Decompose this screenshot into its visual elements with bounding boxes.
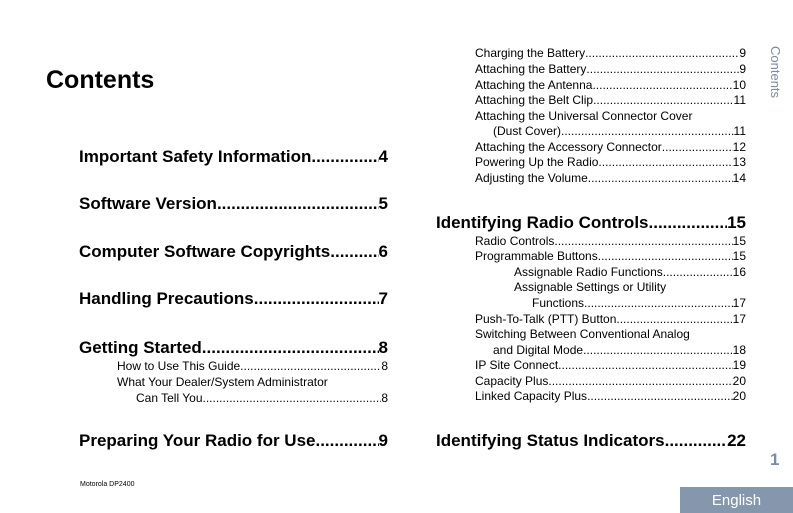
toc-leader (583, 343, 733, 357)
toc-entry-title: Getting Started (79, 338, 202, 357)
toc-entry-accessory[interactable] (475, 140, 746, 154)
page-title: Contents (46, 66, 155, 94)
toc-entry-page: 9 (739, 46, 746, 60)
toc-entry-title: Functions (532, 296, 585, 310)
toc-leader (587, 389, 733, 403)
toc-entry-page: 5 (378, 194, 388, 213)
toc-entry-page: 8 (381, 391, 388, 405)
toc-entry-title: How to Use This Guide (117, 359, 241, 373)
toc-entry-volume[interactable] (475, 171, 746, 185)
toc-leader (586, 62, 739, 76)
toc-entry-assignable-radio[interactable] (514, 265, 746, 279)
toc-entry-title: Computer Software Copyrights (79, 242, 331, 261)
toc-leader (254, 289, 379, 309)
toc-entry-page: 10 (732, 78, 746, 92)
page-number: 1 (770, 450, 780, 469)
toc-entry-page: 8 (378, 338, 388, 357)
toc-entry-title: Linked Capacity Plus (475, 389, 588, 403)
toc-entry-title: Capacity Plus (475, 374, 549, 388)
toc-entry-title: and Digital Mode (493, 343, 584, 357)
toc-entry-page: 13 (732, 155, 746, 169)
toc-entry-identifying-controls[interactable] (436, 213, 746, 233)
toc-leader (561, 124, 734, 138)
toc-leader (598, 155, 732, 169)
language-tab: English (680, 487, 793, 513)
toc-entry-page: 11 (733, 124, 746, 138)
toc-entry-title: Can Tell You (136, 391, 203, 405)
toc-entry-title: Radio Controls (475, 234, 555, 248)
toc-entry-page: 11 (733, 93, 746, 107)
toc-leader (665, 431, 727, 451)
toc-entry-title: IP Site Connect (475, 358, 559, 372)
toc-entry-radio-controls[interactable] (475, 234, 746, 248)
toc-entry-page: 17 (732, 296, 746, 310)
toc-entry-page: 4 (378, 147, 388, 166)
toc-entry-title: Attaching the Battery (475, 62, 587, 76)
toc-entry-attach-clip[interactable] (475, 93, 746, 107)
toc-leader (548, 374, 732, 388)
toc-entry-page: 20 (732, 389, 746, 403)
toc-entry-connector-line1[interactable]: Attaching the Universal Connector Cover (475, 109, 693, 123)
toc-entry-page: 19 (732, 358, 746, 372)
toc-leader (330, 242, 378, 262)
toc-entry-capacity-plus[interactable] (475, 374, 746, 388)
toc-entry-page: 15 (732, 234, 746, 248)
toc-entry-title: Attaching the Antenna (475, 78, 593, 92)
toc-entry-page: 20 (732, 374, 746, 388)
toc-leader (663, 265, 733, 279)
toc-leader (554, 234, 732, 248)
toc-leader (584, 296, 733, 310)
toc-entry-page: 15 (732, 249, 746, 263)
toc-entry-status-indicators[interactable] (436, 431, 746, 451)
toc-entry-powering[interactable] (475, 155, 746, 169)
toc-leader (585, 46, 739, 60)
toc-leader (202, 338, 379, 358)
toc-entry-programmable[interactable] (475, 249, 746, 263)
toc-leader (662, 140, 733, 154)
toc-leader (240, 359, 381, 373)
toc-entry-title: Identifying Status Indicators (436, 431, 665, 450)
toc-entry-connector[interactable] (493, 124, 746, 138)
toc-entry-attach-antenna[interactable] (475, 78, 746, 92)
toc-entry-safety[interactable] (79, 147, 388, 167)
toc-entry-page: 8 (381, 359, 388, 373)
toc-leader (592, 78, 732, 92)
toc-entry-title: Handling Precautions (79, 289, 254, 308)
toc-entry-software[interactable] (79, 194, 388, 214)
toc-entry-how-to-use[interactable] (117, 359, 388, 373)
toc-leader (649, 213, 728, 233)
toc-entry-dealer[interactable] (136, 391, 388, 405)
toc-entry-title: Software Version (79, 194, 217, 213)
toc-entry-linked-capacity[interactable] (475, 389, 746, 403)
toc-entry-page: 9 (739, 62, 746, 76)
toc-entry-assignable-settings[interactable] (532, 296, 746, 310)
toc-entry-attach-battery[interactable] (475, 62, 746, 76)
toc-leader (311, 147, 378, 167)
toc-entry-page: 16 (732, 265, 746, 279)
toc-entry-title: Adjusting the Volume (475, 171, 588, 185)
toc-entry-title: Attaching the Accessory Connector (475, 140, 662, 154)
toc-entry-charging[interactable] (475, 46, 746, 60)
toc-entry-page: 17 (732, 312, 746, 326)
toc-leader (588, 171, 733, 185)
toc-entry-ip-site[interactable] (475, 358, 746, 372)
toc-entry-page: 14 (732, 171, 746, 185)
toc-entry-title: Important Safety Information (79, 147, 312, 166)
toc-leader (616, 312, 732, 326)
toc-entry-page: 22 (727, 431, 746, 450)
toc-entry-preparing[interactable] (79, 431, 388, 451)
toc-entry-switching-line1[interactable]: Switching Between Conventional Analog (475, 327, 690, 341)
toc-entry-page: 6 (378, 242, 388, 261)
toc-entry-title: Preparing Your Radio for Use (79, 431, 316, 450)
toc-leader (593, 93, 733, 107)
toc-leader (315, 431, 378, 451)
toc-entry-title: Programmable Buttons (475, 249, 598, 263)
toc-entry-handling[interactable] (79, 289, 388, 309)
toc-entry-getting-started[interactable] (79, 338, 388, 358)
toc-leader (598, 249, 733, 263)
toc-entry-page: 7 (378, 289, 388, 308)
toc-entry-assignable-settings-line1[interactable]: Assignable Settings or Utility (514, 280, 667, 294)
toc-entry-page: 12 (732, 140, 746, 154)
toc-entry-page: 18 (732, 343, 746, 357)
toc-leader (217, 194, 379, 214)
footer-model: Motorola DP2400 (80, 481, 135, 488)
toc-entry-title: Identifying Radio Controls (436, 213, 649, 232)
toc-entry-title: Powering Up the Radio (475, 155, 599, 169)
toc-entry-switching[interactable] (493, 343, 746, 357)
toc-leader (203, 391, 382, 405)
toc-entry-copyrights[interactable] (79, 242, 388, 262)
toc-entry-page: 15 (727, 213, 746, 232)
toc-entry-title: Push-To-Talk (PTT) Button (475, 312, 617, 326)
toc-leader (558, 358, 732, 372)
toc-entry-dealer-line1[interactable]: What Your Dealer/System Administrator (117, 375, 328, 389)
toc-entry-title: Charging the Battery (475, 46, 586, 60)
toc-entry-page: 9 (378, 431, 388, 450)
toc-entry-title: Assignable Radio Functions (514, 265, 663, 279)
toc-entry-title: Attaching the Belt Clip (475, 93, 594, 107)
toc-entry-title: (Dust Cover) (493, 124, 562, 138)
toc-entry-ptt[interactable] (475, 312, 746, 326)
side-tab-label: Contents (768, 46, 783, 99)
